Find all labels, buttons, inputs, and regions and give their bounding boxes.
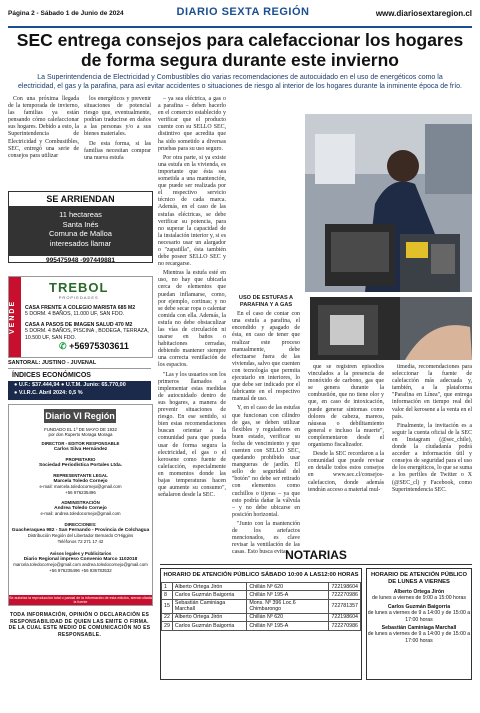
ad-rent-body	[9, 207, 152, 256]
trebol-logo-sub: PROPIEDADES	[58, 295, 99, 300]
ad-rent	[8, 191, 153, 263]
owner-label: PROPIETARIO	[65, 457, 96, 462]
notices-block	[9, 551, 152, 573]
cell-phone: 722270986	[329, 591, 361, 599]
founder-line: por don Ruperto Moraga Moraga	[48, 432, 113, 438]
cell-day: 29	[162, 622, 173, 630]
paragraph: Por otra parte, si ya existe una estufa en la vivienda, es importante que ésta sea sometida a una mantención, que puede ser realizada por el respectivo servicio técnico de cada marca. Además, en el caso de las estufas eléctricas, se debe verificar su potencia, para no superar la capacidad de la instalación interior y, si es necesario usar un alargador o "zapatilla", ésta también debe poseer SELLO SEC y no recargarse.	[158, 154, 226, 268]
article-col-4	[232, 295, 300, 556]
santoral: SANTORAL: JUSTINO - JUVENAL	[8, 360, 151, 369]
address-line: Distribución Región del Libertador Bernardo O'Higgins	[27, 533, 134, 539]
paragraph: los energéticos y prevenir situaciones de potencial riesgo que, eventualmente, podrían traducirse en daños a las personas y/o a sus bienes materiales.	[84, 96, 151, 138]
cell-address: Mons. Nº 396 Loc.6 Chimbarongo	[247, 599, 329, 613]
cell-notary: Carlos Guzmán Baigorria	[172, 591, 246, 599]
admin-email: e-mail: andrea.toledocornejo@gmail.com	[40, 511, 121, 517]
indices-row: ● U.F.: $37.444,94 ● U.T.M. Junio: 65.770,00	[14, 382, 126, 388]
paragraph: – ya sea eléctrica, a gas o a parafina – deben hacerlo en el comercio establecido y verificar que el producto cuente con su SELLO SEC, distintivo que acredita que ha sido sometido a diversas pruebas para su uso seguro.	[158, 96, 226, 152]
notary-hours: de lunes a viernes de 9 a 14:00 y de 15:00 a 17:00 horas	[367, 610, 471, 623]
ad-rent-line: Comuna de Malloa	[49, 229, 112, 238]
ad-rent-line: 11 hectareas	[59, 210, 102, 219]
notary-name: Sebastián Caminiaga Marchall	[381, 625, 457, 632]
site-url[interactable]: www.diariosextaregion.cl	[375, 9, 472, 18]
notary-hours: de lunes a viernes de 9 a 14:00 y de 15:00 a 17:00 horas	[367, 631, 471, 644]
ad-rent-line: interesados llamar	[49, 238, 112, 248]
paragraph: Y, en el caso de las estufas que funcionan con cilindro de gas, se deben utilizar flexibles y reguladores en buen estado, verificar su fecha de vencimiento y que cuenten con SELLO SEC, quedando prohibido usar mangueras de jardín. El sello de seguridad del "botón" no debe ser retirado con elementos como cuchillos o tijeras – ya que esto podría dañar la válvula – y no debe ubicarse en posición horizontal.	[232, 405, 300, 518]
staff-box	[8, 404, 153, 606]
owner-name: Sociedad Periodística Portales Ltda.	[39, 463, 122, 469]
ad-vende-banner: VENDE	[9, 277, 21, 357]
table-row	[162, 613, 361, 621]
ad-rent-title: SE ARRIENDAN	[9, 192, 152, 207]
subheading: USO DE ESTUFAS A PARAFINA Y A GAS	[238, 295, 294, 309]
table-row	[162, 622, 361, 630]
article-photo	[305, 114, 472, 292]
article-col-6	[392, 364, 472, 542]
indices-row: ● V.I.R.C. Abril 2024: 0,5 %	[14, 390, 83, 396]
cell-phone: 722198604	[329, 583, 361, 591]
weekday-entry	[367, 589, 471, 602]
table-row	[162, 583, 361, 591]
cell-day: 22	[162, 613, 173, 621]
listing-1	[25, 305, 149, 318]
whatsapp-number: +56975303611	[69, 341, 129, 351]
ad-rent-phones: 995475948 -997449881	[45, 257, 116, 264]
address-phone: Teléfonos 72 271 17 42	[57, 538, 104, 544]
cell-address: Chillán Nº 620	[247, 583, 329, 591]
address-block	[9, 522, 152, 544]
saturday-header: HORARIO DE ATENCIÓN PÚBLICO SÁBADO 10:00 A LAS12:00 HORAS	[163, 572, 359, 578]
address-line: Guacheraquea 982 - San Fernando - Provincia de Colchagua	[11, 528, 150, 534]
cell-phone: 722198604	[329, 613, 361, 621]
notarias-section	[160, 548, 472, 686]
cell-day: 8	[162, 591, 173, 599]
notices-phones: +56 976235496 +56 936783532	[49, 567, 112, 573]
legal-block	[9, 473, 152, 495]
legal-email: e-mail: marcela.toledocornejo@gmail.com	[39, 484, 122, 490]
page-date: Página 2 - Sábado 1 de Junio de 2024	[8, 10, 124, 17]
newspaper-logo: Diario VI Región	[45, 411, 115, 421]
listing-2	[25, 322, 149, 341]
ad-trebol	[8, 276, 153, 358]
address-label: DIRECCIONES:	[64, 522, 97, 527]
notices-emails: marcela.toledocornejo@gmail.com andrea.toledocornejo@gmail.com	[13, 562, 148, 568]
article-col-5	[308, 364, 384, 542]
cell-notary: Alberto Ortega Jirón	[172, 583, 246, 591]
paragraph: En el caso de contar con una estufa a parafina, el encendido y apagado de ésta, en caso de tener que realizar este proceso manualmente, debe efectuarse fuera de las viviendas, salvo que cuenten con tecnología que permita ejecutarlo en interiores, lo que debe ser indicado por el fabricante en el respectivo manual de uso.	[232, 311, 300, 403]
cell-phone: 722781357	[329, 599, 361, 613]
page-header	[8, 6, 472, 28]
cell-address: Chillán Nº 620	[247, 613, 329, 621]
paragraph: De esta forma, si las familias necesitan comprar una nueva estufa	[84, 140, 151, 161]
director-name: Carlos Silva Hernández	[53, 447, 108, 453]
admin-name: Andrea Toledo Cornejo	[54, 506, 107, 512]
listing-1-title: CASA FRENTE A COLEGIO MARISTA 685 M2	[25, 305, 136, 311]
founded-line: FUNDADO EL 1º DE MAYO DE 1932	[44, 427, 117, 432]
notary-hours: de lunes a viernes de 9:00 a 15:00 horas	[371, 595, 467, 602]
paragraph: "Junto con la mantención de los artefactos mencionados, es clave revisar la ventilación de las casas. Esto busca evitar	[232, 520, 300, 556]
paragraph: Mientras la estufa esté en uso, no hay que ubicarla cerca de elementos que puedan inflamarse, como, por ejemplo, cortinas; y no se debe secar ropa o calentar comida con ella. Además, la estufa no debe obstaculizar las vías de circulación ni usarse en baños o habitaciones cerradas, debiendo mantener siempre una correcta ventilación de los espacios.	[158, 270, 226, 369]
paragraph: Desde la SEC recordaron a la comunidad que puede revisar en detalle todos estos consejos en www.sec.cl/consejos-calefaccion, donde además tendrán acceso a material mul-	[308, 451, 384, 493]
article-col-1	[8, 96, 79, 188]
weekday-header: HORARIO DE ATENCIÓN PÚBLICO DE LUNES A VIERNES	[371, 572, 467, 585]
legal-phone: +56 976235496	[65, 489, 96, 495]
table-row	[162, 599, 361, 613]
article-headline: SEC entrega consejos para calefaccionar los hogares de forma segura durante este invierno	[16, 30, 464, 70]
notices-label: Avisos legales y Publicitarios	[49, 551, 112, 556]
cell-address: Chillán Nº 195-A	[247, 622, 329, 630]
cell-day: 15	[162, 599, 173, 613]
founded-info	[9, 427, 152, 437]
weekday-schedule	[366, 568, 472, 680]
reproduction-note: Se autoriza la reproducción total o parcial de la información de esta edición, siendo citada la fuente	[9, 596, 152, 604]
listing-2-title: CASA A PASOS DE IMAGEN SALUD 470 M2	[25, 322, 133, 328]
notary-name: Alberto Ortega Jirón	[393, 589, 445, 595]
saturday-table	[161, 582, 361, 631]
table-row	[162, 591, 361, 599]
trebol-logo-text: TREBOL	[49, 280, 109, 295]
ad-rent-line: Santa Inés	[62, 219, 99, 229]
indices-title: ÍNDICES ECONÓMICOS	[8, 370, 151, 381]
weekday-entry	[367, 625, 471, 644]
paragraph: timedia, recomendaciones para seleccionar la fuente de calefacción más adecuada y, también, a la plataforma "Parafina en Línea", que entrega información en tiempo real del valor del kerosene a la venta en el país.	[392, 364, 472, 420]
listing-1-detail: 5 DORM. 4 BAÑOS, 11.000 UF, SAN FDO.	[25, 311, 125, 318]
paragraph: Finalmente, la invitación es a seguir la cuenta oficial de la SEC en Instagram (@sec_chile), donde la ciudadanía podrá acceder a información útil y consejos de seguridad para el uso de los energéticos, lo que se suma a los perfiles de Twitter o X (@SEC_cl) y Facebook, como Superintendencia SEC.	[392, 422, 472, 493]
cell-day: 1	[162, 583, 173, 591]
admin-block	[9, 500, 152, 517]
notarias-title: NOTARIAS	[160, 548, 472, 565]
article-deck: La Superintendencia de Electricidad y Combustibles dio varias recomendaciones de autocuidado en el uso de energéticos como la electricidad, el gas y la parafina, para así evitar accidentes o situaciones de riesgo al interior de los hogares durante la inminente época de frío.	[18, 74, 462, 90]
whatsapp-icon: ✆	[59, 341, 67, 351]
director-block	[9, 441, 152, 452]
masthead-title: DIARIO SEXTA REGIÓN	[176, 6, 310, 18]
trebol-logo	[49, 280, 108, 300]
paragraph: Con una próxima llegada de la temporada de invierno, las familias ya están pensando cómo calefaccionar sus hogares. Debido a esto, la Superintendencia de Electricidad y Combustibles, SEC, entregó una serie de consejos para utilizar	[8, 96, 79, 159]
article-col-2	[84, 96, 151, 188]
economic-indices	[8, 370, 151, 400]
cell-notary: Alberto Ortega Jirón	[172, 613, 246, 621]
article-col-3	[158, 96, 226, 541]
cell-address: Chillán Nº 195-A	[247, 591, 329, 599]
disclaimer: TODA INFORMACIÓN, OPINIÓN O DECLARACIÓN ES RESPONSABILIDAD DE QUIEN LAS EMITE O FIRMA. DE LA CUAL ESTE MEDIO DE COMUNICACIÓN NO ES RESPONSABLE.	[8, 612, 151, 638]
cell-notary: Carlos Guzmán Baigorria	[172, 622, 246, 630]
whatsapp-contact[interactable]	[59, 341, 129, 352]
printer-line: Diario Regional impreso Convenio Marco 1102018	[23, 557, 138, 563]
paragraph: que se registren episodios vinculados a la presencia de monóxido de carbono, gas que se genera durante la combustión, que no tiene olor y que, en caso de intoxicación, puede generar síntomas como dolores de cabeza, mareos, náuseas o debilitamiento general e incluso la muerte", complementaron desde el organismo fiscalizador.	[308, 364, 384, 449]
listing-2-detail: 5 DORM. 4 BAÑOS, PISCINA , BODEGA, TERRAZA, 10.500 UF, SAN FDO.	[25, 328, 149, 341]
saturday-schedule	[160, 568, 362, 680]
weekday-entry	[367, 604, 471, 623]
legal-name: Marcela Toledo Cornejo	[53, 479, 108, 485]
owner-block	[9, 457, 152, 468]
cell-notary: Sebastián Caminiaga Marchall	[172, 599, 246, 613]
notary-name: Carlos Guzmán Baigorria	[387, 603, 451, 610]
paragraph: "Las y los usuarios son los primeros llamados a implementar estas medidas de autocuidado dentro de sus hogares, a manera de prevenir situaciones de riesgo. En ese sentido, si bien estas recomendaciones buscan orientar a la comunidad para que pueda usar de forma segura la electricidad, el gas o el kerosene como fuente de calefacción, especialmente en momentos donde las bajas temperaturas hacen que aumente su consumo", señalaron desde la SEC.	[158, 371, 226, 499]
cell-phone: 722270986	[329, 622, 361, 630]
legal-label: REPRESENTANTE LEGAL	[53, 473, 108, 478]
inset-photo	[310, 297, 472, 360]
admin-label: ADMINISTRACIÓN	[61, 500, 100, 505]
director-label: DIRECTOR - EDITOR RESPONSABLE	[41, 441, 120, 446]
